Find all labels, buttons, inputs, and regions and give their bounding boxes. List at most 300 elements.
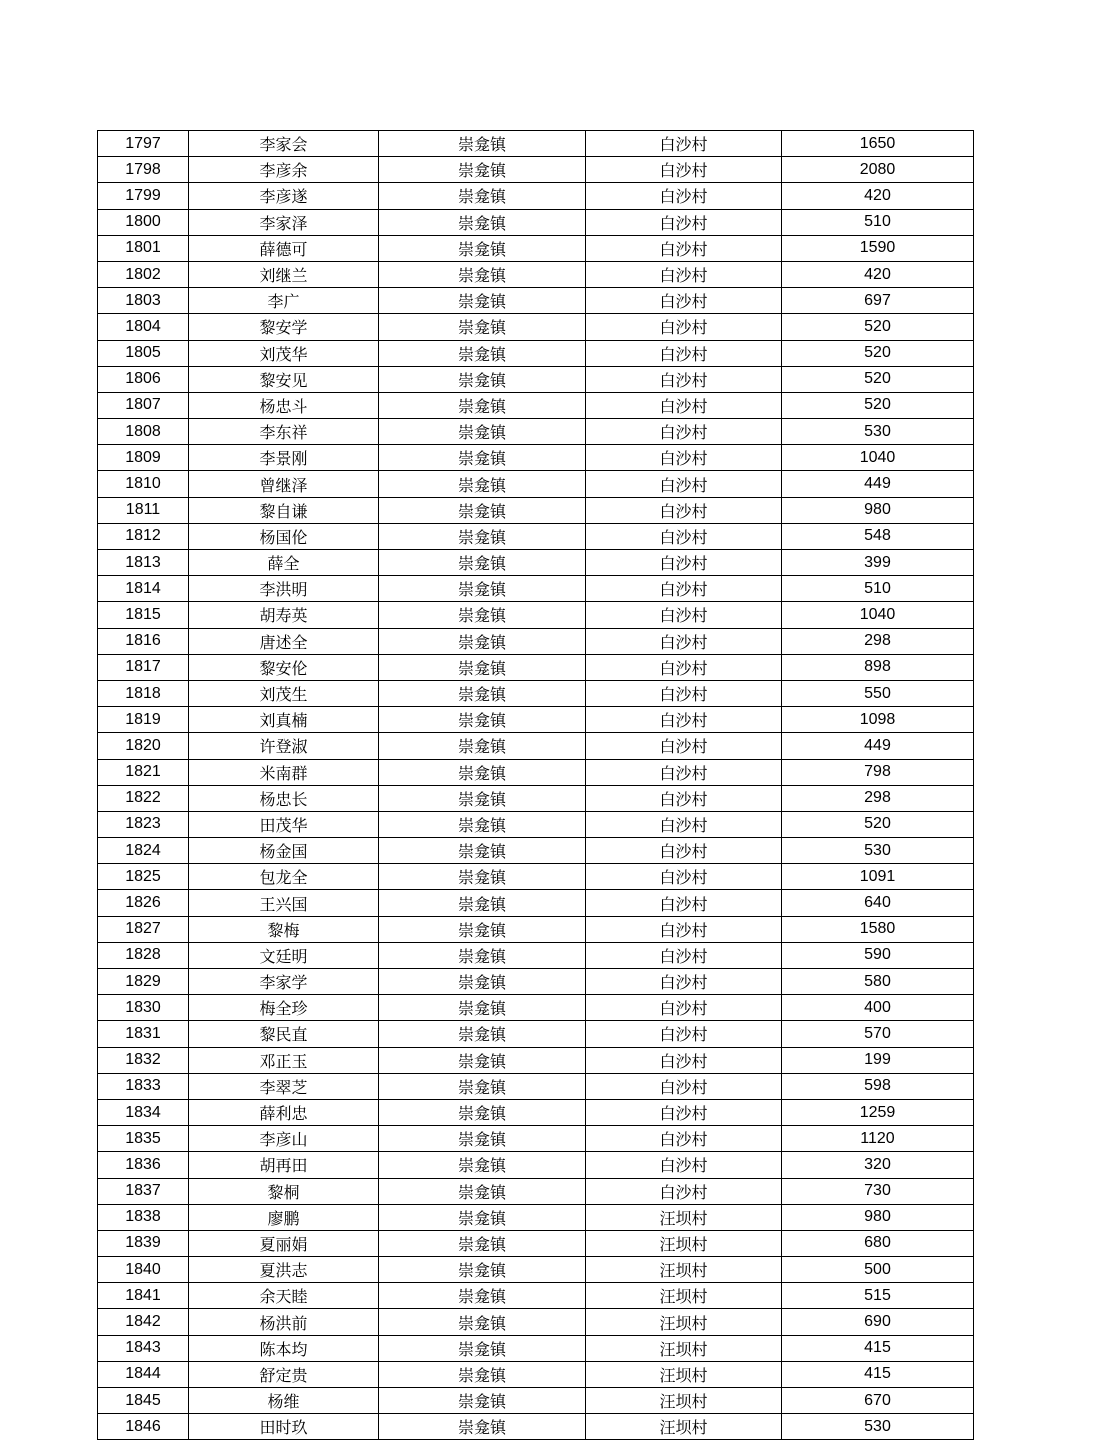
cell-name: 李家泽 bbox=[189, 209, 379, 235]
cell-village: 白沙村 bbox=[586, 864, 782, 890]
table-row bbox=[98, 1414, 974, 1440]
cell-number: 1804 bbox=[98, 314, 189, 340]
cell-number: 1811 bbox=[98, 497, 189, 523]
cell-village: 白沙村 bbox=[586, 261, 782, 287]
cell-town: 崇龛镇 bbox=[379, 916, 586, 942]
cell-name: 李东祥 bbox=[189, 419, 379, 445]
cell-amount: 1091 bbox=[782, 864, 974, 890]
cell-name: 杨金国 bbox=[189, 838, 379, 864]
table-row bbox=[98, 785, 974, 811]
cell-name: 舒定贵 bbox=[189, 1361, 379, 1387]
cell-amount: 530 bbox=[782, 838, 974, 864]
cell-amount: 420 bbox=[782, 183, 974, 209]
cell-village: 白沙村 bbox=[586, 1021, 782, 1047]
cell-number: 1819 bbox=[98, 707, 189, 733]
cell-amount: 690 bbox=[782, 1309, 974, 1335]
cell-village: 白沙村 bbox=[586, 1126, 782, 1152]
cell-number: 1798 bbox=[98, 157, 189, 183]
cell-name: 刘真楠 bbox=[189, 707, 379, 733]
cell-amount: 570 bbox=[782, 1021, 974, 1047]
cell-village: 白沙村 bbox=[586, 733, 782, 759]
cell-number: 1844 bbox=[98, 1361, 189, 1387]
table-row bbox=[98, 576, 974, 602]
cell-name: 黎民直 bbox=[189, 1021, 379, 1047]
cell-amount: 510 bbox=[782, 209, 974, 235]
cell-village: 白沙村 bbox=[586, 890, 782, 916]
cell-amount: 640 bbox=[782, 890, 974, 916]
cell-village: 白沙村 bbox=[586, 942, 782, 968]
cell-number: 1845 bbox=[98, 1388, 189, 1414]
cell-village: 汪坝村 bbox=[586, 1335, 782, 1361]
cell-number: 1842 bbox=[98, 1309, 189, 1335]
cell-name: 李广 bbox=[189, 288, 379, 314]
cell-name: 田时玖 bbox=[189, 1414, 379, 1440]
cell-village: 白沙村 bbox=[586, 602, 782, 628]
cell-town: 崇龛镇 bbox=[379, 1230, 586, 1256]
cell-village: 白沙村 bbox=[586, 419, 782, 445]
cell-village: 白沙村 bbox=[586, 759, 782, 785]
table-row bbox=[98, 1047, 974, 1073]
cell-village: 汪坝村 bbox=[586, 1257, 782, 1283]
cell-village: 汪坝村 bbox=[586, 1388, 782, 1414]
cell-town: 崇龛镇 bbox=[379, 811, 586, 837]
cell-town: 崇龛镇 bbox=[379, 785, 586, 811]
records-table bbox=[97, 130, 974, 1440]
cell-name: 李景刚 bbox=[189, 445, 379, 471]
cell-town: 崇龛镇 bbox=[379, 1099, 586, 1125]
table-row bbox=[98, 550, 974, 576]
cell-name: 杨忠长 bbox=[189, 785, 379, 811]
cell-number: 1807 bbox=[98, 392, 189, 418]
cell-name: 李家会 bbox=[189, 131, 379, 157]
table-row bbox=[98, 366, 974, 392]
cell-amount: 548 bbox=[782, 523, 974, 549]
cell-town: 崇龛镇 bbox=[379, 340, 586, 366]
cell-number: 1797 bbox=[98, 131, 189, 157]
cell-amount: 420 bbox=[782, 261, 974, 287]
cell-number: 1818 bbox=[98, 680, 189, 706]
cell-amount: 520 bbox=[782, 340, 974, 366]
cell-number: 1822 bbox=[98, 785, 189, 811]
table-row bbox=[98, 759, 974, 785]
table-row bbox=[98, 235, 974, 261]
cell-village: 白沙村 bbox=[586, 1047, 782, 1073]
cell-number: 1834 bbox=[98, 1099, 189, 1125]
cell-town: 崇龛镇 bbox=[379, 1283, 586, 1309]
cell-village: 白沙村 bbox=[586, 969, 782, 995]
cell-amount: 1120 bbox=[782, 1126, 974, 1152]
cell-number: 1817 bbox=[98, 654, 189, 680]
cell-village: 汪坝村 bbox=[586, 1361, 782, 1387]
cell-town: 崇龛镇 bbox=[379, 1388, 586, 1414]
cell-name: 王兴国 bbox=[189, 890, 379, 916]
cell-town: 崇龛镇 bbox=[379, 1152, 586, 1178]
cell-name: 杨忠斗 bbox=[189, 392, 379, 418]
cell-name: 刘茂生 bbox=[189, 680, 379, 706]
records-table-body bbox=[98, 131, 974, 1440]
cell-number: 1820 bbox=[98, 733, 189, 759]
table-row bbox=[98, 392, 974, 418]
cell-village: 白沙村 bbox=[586, 550, 782, 576]
cell-number: 1824 bbox=[98, 838, 189, 864]
cell-town: 崇龛镇 bbox=[379, 733, 586, 759]
cell-name: 廖鹏 bbox=[189, 1204, 379, 1230]
cell-town: 崇龛镇 bbox=[379, 864, 586, 890]
table-row bbox=[98, 1335, 974, 1361]
cell-name: 李翠芝 bbox=[189, 1073, 379, 1099]
cell-town: 崇龛镇 bbox=[379, 209, 586, 235]
cell-name: 许登淑 bbox=[189, 733, 379, 759]
cell-amount: 400 bbox=[782, 995, 974, 1021]
cell-amount: 980 bbox=[782, 497, 974, 523]
cell-number: 1835 bbox=[98, 1126, 189, 1152]
cell-amount: 590 bbox=[782, 942, 974, 968]
table-row bbox=[98, 864, 974, 890]
cell-name: 黎桐 bbox=[189, 1178, 379, 1204]
cell-village: 白沙村 bbox=[586, 1152, 782, 1178]
cell-town: 崇龛镇 bbox=[379, 523, 586, 549]
cell-number: 1805 bbox=[98, 340, 189, 366]
cell-village: 白沙村 bbox=[586, 157, 782, 183]
cell-number: 1813 bbox=[98, 550, 189, 576]
cell-name: 陈本均 bbox=[189, 1335, 379, 1361]
cell-town: 崇龛镇 bbox=[379, 235, 586, 261]
cell-town: 崇龛镇 bbox=[379, 1021, 586, 1047]
cell-amount: 520 bbox=[782, 811, 974, 837]
cell-name: 文廷明 bbox=[189, 942, 379, 968]
cell-name: 黎梅 bbox=[189, 916, 379, 942]
cell-town: 崇龛镇 bbox=[379, 1126, 586, 1152]
cell-village: 白沙村 bbox=[586, 838, 782, 864]
cell-village: 白沙村 bbox=[586, 340, 782, 366]
cell-amount: 1098 bbox=[782, 707, 974, 733]
table-row bbox=[98, 969, 974, 995]
cell-village: 汪坝村 bbox=[586, 1414, 782, 1440]
cell-number: 1838 bbox=[98, 1204, 189, 1230]
cell-amount: 1580 bbox=[782, 916, 974, 942]
cell-name: 胡再田 bbox=[189, 1152, 379, 1178]
cell-number: 1841 bbox=[98, 1283, 189, 1309]
cell-name: 包龙全 bbox=[189, 864, 379, 890]
cell-town: 崇龛镇 bbox=[379, 550, 586, 576]
cell-town: 崇龛镇 bbox=[379, 969, 586, 995]
cell-number: 1812 bbox=[98, 523, 189, 549]
table-row bbox=[98, 811, 974, 837]
cell-village: 白沙村 bbox=[586, 916, 782, 942]
table-row bbox=[98, 288, 974, 314]
cell-village: 白沙村 bbox=[586, 209, 782, 235]
cell-village: 白沙村 bbox=[586, 707, 782, 733]
cell-town: 崇龛镇 bbox=[379, 628, 586, 654]
table-row bbox=[98, 261, 974, 287]
cell-village: 白沙村 bbox=[586, 471, 782, 497]
table-row bbox=[98, 209, 974, 235]
table-row bbox=[98, 157, 974, 183]
cell-village: 白沙村 bbox=[586, 680, 782, 706]
cell-town: 崇龛镇 bbox=[379, 1414, 586, 1440]
cell-name: 余天睦 bbox=[189, 1283, 379, 1309]
cell-village: 汪坝村 bbox=[586, 1283, 782, 1309]
cell-amount: 199 bbox=[782, 1047, 974, 1073]
cell-town: 崇龛镇 bbox=[379, 261, 586, 287]
cell-amount: 449 bbox=[782, 733, 974, 759]
cell-amount: 520 bbox=[782, 366, 974, 392]
table-row bbox=[98, 1257, 974, 1283]
cell-name: 薛全 bbox=[189, 550, 379, 576]
cell-number: 1836 bbox=[98, 1152, 189, 1178]
cell-name: 李彦遂 bbox=[189, 183, 379, 209]
cell-town: 崇龛镇 bbox=[379, 445, 586, 471]
table-row bbox=[98, 1204, 974, 1230]
table-row bbox=[98, 497, 974, 523]
table-row bbox=[98, 1309, 974, 1335]
cell-name: 田茂华 bbox=[189, 811, 379, 837]
cell-amount: 1040 bbox=[782, 445, 974, 471]
cell-number: 1833 bbox=[98, 1073, 189, 1099]
cell-name: 黎自谦 bbox=[189, 497, 379, 523]
table-row bbox=[98, 1099, 974, 1125]
table-row bbox=[98, 942, 974, 968]
cell-name: 唐述全 bbox=[189, 628, 379, 654]
cell-amount: 515 bbox=[782, 1283, 974, 1309]
cell-village: 白沙村 bbox=[586, 811, 782, 837]
cell-number: 1815 bbox=[98, 602, 189, 628]
cell-town: 崇龛镇 bbox=[379, 1178, 586, 1204]
table-row bbox=[98, 707, 974, 733]
cell-village: 白沙村 bbox=[586, 628, 782, 654]
table-row bbox=[98, 419, 974, 445]
cell-name: 杨国伦 bbox=[189, 523, 379, 549]
cell-amount: 520 bbox=[782, 314, 974, 340]
table-row bbox=[98, 995, 974, 1021]
cell-town: 崇龛镇 bbox=[379, 392, 586, 418]
cell-name: 薛德可 bbox=[189, 235, 379, 261]
cell-village: 白沙村 bbox=[586, 995, 782, 1021]
cell-amount: 415 bbox=[782, 1335, 974, 1361]
cell-number: 1808 bbox=[98, 419, 189, 445]
cell-number: 1814 bbox=[98, 576, 189, 602]
cell-name: 胡寿英 bbox=[189, 602, 379, 628]
cell-amount: 500 bbox=[782, 1257, 974, 1283]
cell-village: 白沙村 bbox=[586, 366, 782, 392]
cell-village: 汪坝村 bbox=[586, 1230, 782, 1256]
cell-town: 崇龛镇 bbox=[379, 497, 586, 523]
cell-town: 崇龛镇 bbox=[379, 183, 586, 209]
cell-town: 崇龛镇 bbox=[379, 314, 586, 340]
table-row bbox=[98, 1361, 974, 1387]
cell-town: 崇龛镇 bbox=[379, 288, 586, 314]
cell-village: 白沙村 bbox=[586, 314, 782, 340]
cell-town: 崇龛镇 bbox=[379, 1335, 586, 1361]
cell-amount: 530 bbox=[782, 419, 974, 445]
cell-amount: 298 bbox=[782, 785, 974, 811]
cell-name: 黎安见 bbox=[189, 366, 379, 392]
table-row bbox=[98, 131, 974, 157]
cell-name: 曾继泽 bbox=[189, 471, 379, 497]
cell-number: 1800 bbox=[98, 209, 189, 235]
cell-town: 崇龛镇 bbox=[379, 1361, 586, 1387]
cell-number: 1823 bbox=[98, 811, 189, 837]
table-row bbox=[98, 733, 974, 759]
cell-village: 白沙村 bbox=[586, 497, 782, 523]
table-row bbox=[98, 1073, 974, 1099]
cell-number: 1829 bbox=[98, 969, 189, 995]
cell-name: 黎安伦 bbox=[189, 654, 379, 680]
cell-village: 白沙村 bbox=[586, 785, 782, 811]
table-row bbox=[98, 916, 974, 942]
cell-number: 1827 bbox=[98, 916, 189, 942]
cell-town: 崇龛镇 bbox=[379, 366, 586, 392]
cell-amount: 415 bbox=[782, 1361, 974, 1387]
cell-name: 薛利忠 bbox=[189, 1099, 379, 1125]
cell-amount: 798 bbox=[782, 759, 974, 785]
cell-village: 白沙村 bbox=[586, 654, 782, 680]
cell-amount: 980 bbox=[782, 1204, 974, 1230]
table-row bbox=[98, 1283, 974, 1309]
cell-town: 崇龛镇 bbox=[379, 680, 586, 706]
table-row bbox=[98, 340, 974, 366]
cell-name: 杨洪前 bbox=[189, 1309, 379, 1335]
cell-village: 白沙村 bbox=[586, 523, 782, 549]
cell-name: 夏洪志 bbox=[189, 1257, 379, 1283]
cell-number: 1816 bbox=[98, 628, 189, 654]
table-row bbox=[98, 523, 974, 549]
cell-amount: 680 bbox=[782, 1230, 974, 1256]
cell-town: 崇龛镇 bbox=[379, 576, 586, 602]
cell-number: 1846 bbox=[98, 1414, 189, 1440]
table-row bbox=[98, 1152, 974, 1178]
cell-village: 白沙村 bbox=[586, 1178, 782, 1204]
cell-amount: 399 bbox=[782, 550, 974, 576]
cell-village: 白沙村 bbox=[586, 1073, 782, 1099]
cell-town: 崇龛镇 bbox=[379, 707, 586, 733]
cell-name: 邓正玉 bbox=[189, 1047, 379, 1073]
table-row bbox=[98, 1126, 974, 1152]
cell-name: 刘茂华 bbox=[189, 340, 379, 366]
cell-number: 1806 bbox=[98, 366, 189, 392]
table-row bbox=[98, 314, 974, 340]
document-sheet bbox=[97, 130, 974, 1440]
cell-number: 1831 bbox=[98, 1021, 189, 1047]
cell-village: 白沙村 bbox=[586, 183, 782, 209]
cell-town: 崇龛镇 bbox=[379, 838, 586, 864]
cell-number: 1828 bbox=[98, 942, 189, 968]
cell-amount: 730 bbox=[782, 1178, 974, 1204]
cell-number: 1825 bbox=[98, 864, 189, 890]
cell-town: 崇龛镇 bbox=[379, 942, 586, 968]
cell-name: 杨维 bbox=[189, 1388, 379, 1414]
cell-village: 白沙村 bbox=[586, 445, 782, 471]
cell-number: 1801 bbox=[98, 235, 189, 261]
cell-town: 崇龛镇 bbox=[379, 419, 586, 445]
cell-amount: 530 bbox=[782, 1414, 974, 1440]
cell-number: 1839 bbox=[98, 1230, 189, 1256]
cell-village: 白沙村 bbox=[586, 235, 782, 261]
cell-number: 1821 bbox=[98, 759, 189, 785]
table-row bbox=[98, 838, 974, 864]
cell-amount: 1259 bbox=[782, 1099, 974, 1125]
cell-town: 崇龛镇 bbox=[379, 759, 586, 785]
cell-name: 李洪明 bbox=[189, 576, 379, 602]
cell-amount: 1590 bbox=[782, 235, 974, 261]
cell-town: 崇龛镇 bbox=[379, 1204, 586, 1230]
cell-amount: 520 bbox=[782, 392, 974, 418]
cell-town: 崇龛镇 bbox=[379, 1309, 586, 1335]
cell-amount: 580 bbox=[782, 969, 974, 995]
cell-town: 崇龛镇 bbox=[379, 890, 586, 916]
cell-name: 李家学 bbox=[189, 969, 379, 995]
cell-number: 1826 bbox=[98, 890, 189, 916]
cell-amount: 1650 bbox=[782, 131, 974, 157]
cell-number: 1843 bbox=[98, 1335, 189, 1361]
cell-number: 1802 bbox=[98, 261, 189, 287]
cell-number: 1832 bbox=[98, 1047, 189, 1073]
cell-amount: 697 bbox=[782, 288, 974, 314]
table-row bbox=[98, 1178, 974, 1204]
cell-name: 李彦山 bbox=[189, 1126, 379, 1152]
cell-amount: 598 bbox=[782, 1073, 974, 1099]
cell-amount: 1040 bbox=[782, 602, 974, 628]
table-row bbox=[98, 445, 974, 471]
table-row bbox=[98, 1388, 974, 1414]
cell-town: 崇龛镇 bbox=[379, 471, 586, 497]
cell-amount: 320 bbox=[782, 1152, 974, 1178]
cell-village: 白沙村 bbox=[586, 131, 782, 157]
cell-number: 1809 bbox=[98, 445, 189, 471]
cell-town: 崇龛镇 bbox=[379, 131, 586, 157]
cell-amount: 898 bbox=[782, 654, 974, 680]
cell-amount: 510 bbox=[782, 576, 974, 602]
cell-number: 1840 bbox=[98, 1257, 189, 1283]
cell-amount: 670 bbox=[782, 1388, 974, 1414]
table-row bbox=[98, 1230, 974, 1256]
cell-number: 1803 bbox=[98, 288, 189, 314]
cell-name: 夏丽娟 bbox=[189, 1230, 379, 1256]
cell-village: 白沙村 bbox=[586, 288, 782, 314]
table-row bbox=[98, 471, 974, 497]
cell-town: 崇龛镇 bbox=[379, 1047, 586, 1073]
cell-number: 1830 bbox=[98, 995, 189, 1021]
cell-amount: 2080 bbox=[782, 157, 974, 183]
cell-village: 白沙村 bbox=[586, 576, 782, 602]
cell-name: 刘继兰 bbox=[189, 261, 379, 287]
cell-town: 崇龛镇 bbox=[379, 995, 586, 1021]
cell-name: 李彦余 bbox=[189, 157, 379, 183]
cell-village: 汪坝村 bbox=[586, 1309, 782, 1335]
table-row bbox=[98, 654, 974, 680]
cell-village: 汪坝村 bbox=[586, 1204, 782, 1230]
table-row bbox=[98, 1021, 974, 1047]
table-row bbox=[98, 183, 974, 209]
cell-village: 白沙村 bbox=[586, 392, 782, 418]
cell-village: 白沙村 bbox=[586, 1099, 782, 1125]
cell-amount: 550 bbox=[782, 680, 974, 706]
cell-town: 崇龛镇 bbox=[379, 1257, 586, 1283]
cell-name: 米南群 bbox=[189, 759, 379, 785]
cell-number: 1837 bbox=[98, 1178, 189, 1204]
cell-number: 1799 bbox=[98, 183, 189, 209]
cell-town: 崇龛镇 bbox=[379, 654, 586, 680]
cell-name: 梅全珍 bbox=[189, 995, 379, 1021]
table-row bbox=[98, 680, 974, 706]
cell-town: 崇龛镇 bbox=[379, 1073, 586, 1099]
table-row bbox=[98, 602, 974, 628]
cell-amount: 298 bbox=[782, 628, 974, 654]
cell-town: 崇龛镇 bbox=[379, 602, 586, 628]
table-row bbox=[98, 628, 974, 654]
cell-name: 黎安学 bbox=[189, 314, 379, 340]
cell-amount: 449 bbox=[782, 471, 974, 497]
